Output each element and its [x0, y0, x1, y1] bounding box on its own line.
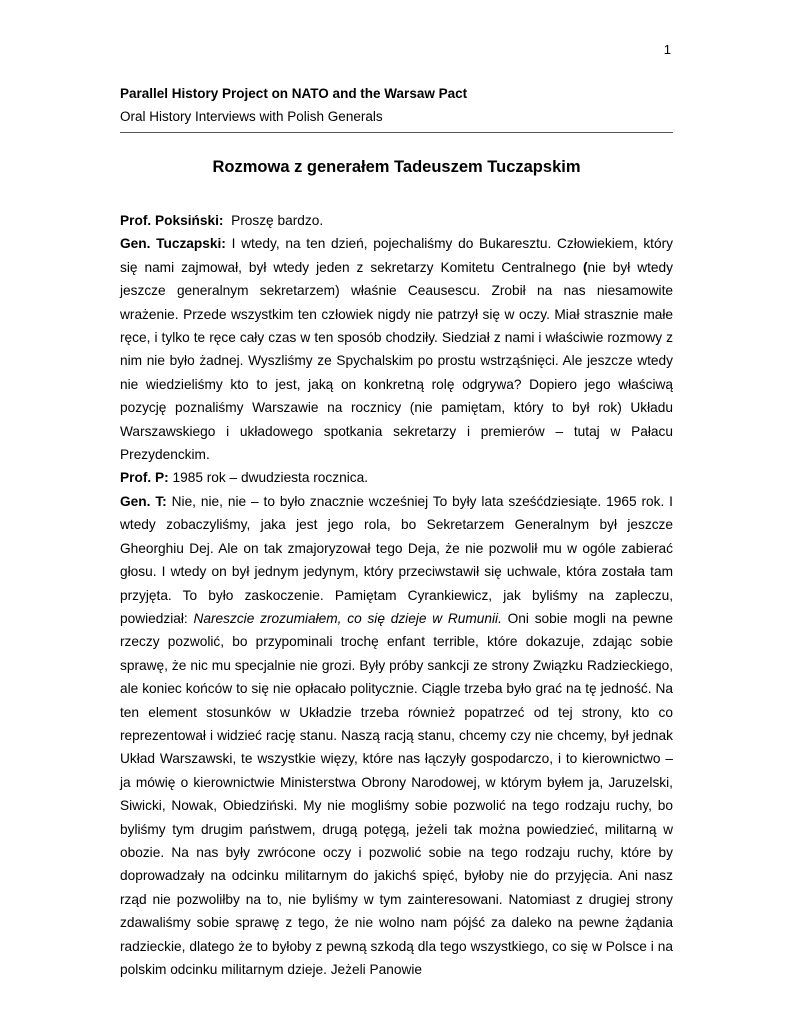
project-title: Parallel History Project on NATO and the Warsaw Pact [120, 86, 468, 101]
document-title: Rozmowa z generałem Tadeuszem Tuczapskim [212, 158, 581, 176]
transcript-paragraph [120, 490, 673, 982]
transcript-paragraph [120, 209, 673, 232]
paragraph-text: I wtedy, na ten dzień, pojechaliśmy do Bukaresztu. Człowiekiem, który się nami zajmował, był wtedy jeden z sekretarzy Komitetu Centralnego [120, 236, 673, 275]
header-divider [120, 132, 673, 133]
paragraph-text: 1985 rok – dwudziesta rocznica. [172, 470, 369, 486]
speaker-label: Gen. T: [120, 493, 167, 509]
project-subtitle: Oral History Interviews with Polish Generals [120, 109, 383, 124]
paragraph-text: Proszę bardzo. [231, 213, 324, 228]
transcript-paragraph [120, 466, 673, 489]
document-header [120, 85, 673, 125]
paragraph-text-continued: nie był wtedy jeszcze generalnym sekretarzem) właśnie Ceausescu. Zrobił na nas niesamowite wrażenie. Przede wszystkim ten człowiek nigdy nie patrzył się w oczy. Miał strasznie małe ręce, i tylko te ręce cały czas w ten sposób chodziły. Siedział z nami i właściwie rozmowy z nim nie było żadnej. Wyszliśmy ze Spychalskim po prostu wstrząśnięci. Ale jeszcze wtedy nie wiedzieliśmy kto to jest, jaką on konkretną rolę odgrywa? Dopiero jego właściwą pozycję poznaliśmy Warszawie na rocznicy (nie pamiętam, który to był rok) Układu Warszawskiego i układowego spotkania sekretarzy i premierów – tutaj w Pałacu Prezydenckim. [120, 259, 673, 463]
paragraph-text-continued: Oni sobie mogli na pewne rzeczy pozwolić, bo przypominali trochę enfant terrible, które dokazuje, zdając sobie sprawę, że nic mu specjalnie nie grozi. Były próby sankcji ze strony Związku Radzieckiego, ale koniec końców to się nie opłacało politycznie. Ciągle trzeba było grać na tę jedność. Na ten element stosunków w Układzie trzeba również popatrzeć od tej strony, kto co reprezentował i widzieć rację stanu. Naszą racją stanu, chcemy czy nie chcemy, był jednak Układ Warszawski, te wszystkie więzy, które nas łączyły gospodarczo, i to kierownictwo – ja mówię o kierownictwie Ministerstwa Obrony Narodowej, w którym byłem ja, Jaruzelski, Siwicki, Nowak, Obiedziński. My nie mogliśmy sobie pozwolić na tego rodzaju ruchy, bo byliśmy tym drugim państwem, drugą potęgą, jeżeli tak można powiedzieć, militarną w obozie. Na nas były zwrócone oczy i pozwolić sobie na tego rodzaju ruchy, które by doprowadzały na odcinku militarnym do jakichś spięć, byłoby nie do przyjęcia. Ani nasz rząd nie pozwoliłby na to, nie byliśmy w tym zainteresowani. Natomiast z drugiej strony zdawaliśmy sobie sprawę z tego, że nie wolno nam pójść za daleko na pewne żądania radzieckie, dlatego że to byłoby z pewną szkodą dla tego wszystkiego, co się w Polsce i na polskim odcinku militarnym dzieje. Jeżeli Panowie [120, 610, 673, 977]
page-number: 1 [663, 42, 671, 57]
transcript-paragraph [120, 232, 673, 466]
italic-quote: Nareszcie zrozumiałem, co się dzieje w Rumunii. [193, 610, 502, 626]
bold-parenthesis: ( [582, 259, 588, 275]
paragraph-text: Nie, nie, nie – to było znacznie wcześniej To były lata sześćdziesiąte. 1965 rok. I wtedy zobaczyliśmy, jaka jest jego rola, bo Sekretarzem Generalnym był jeszcze Gheorghiu Dej. Ale on tak zmajoryzował tego Deja, że nie pozwolił mu w ogóle zabierać głosu. I wtedy on był jednym jedynym, który przeciwstawił się uchwale, która została tam przyjęta. To było zaskoczenie. Pamiętam Cyrankiewicz, jak byliśmy na zapleczu, powiedział: [120, 493, 673, 626]
speaker-label: Prof. Poksiński: [120, 213, 224, 228]
speaker-label: Gen. Tuczapski: [120, 236, 226, 252]
interview-transcript [120, 209, 673, 981]
speaker-label: Prof. P: [120, 470, 169, 486]
